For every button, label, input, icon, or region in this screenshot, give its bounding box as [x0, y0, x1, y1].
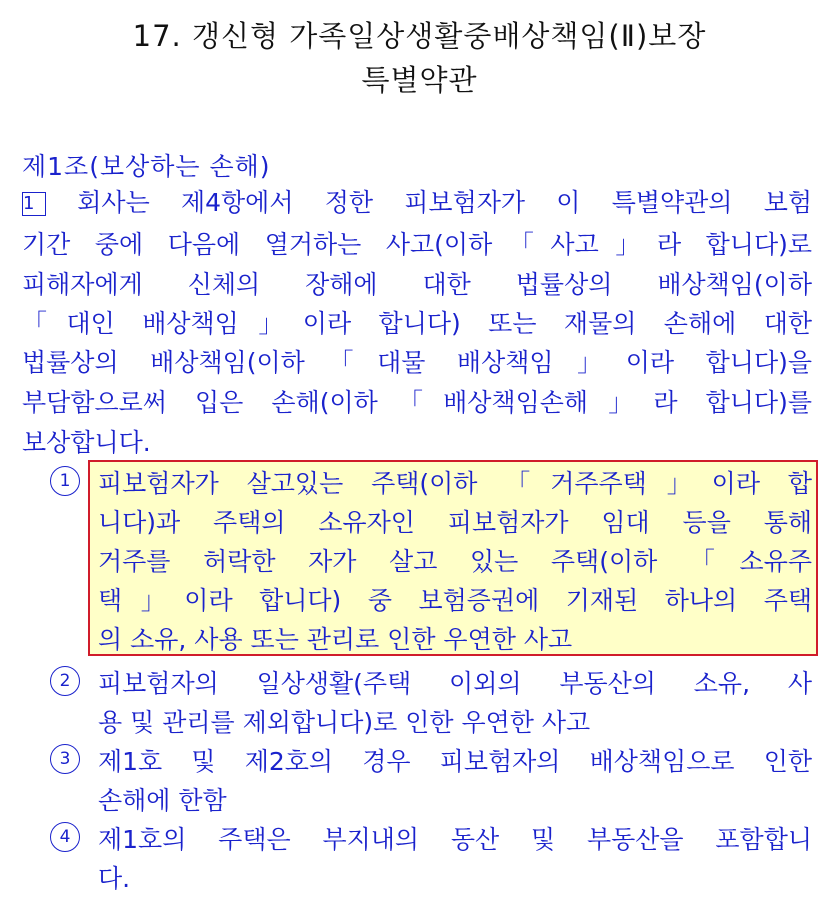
item-line: 피보험자가 살고있는 주택(이하 「거주주택」이라 합 — [98, 469, 812, 498]
title-line-2: 특별약관 — [361, 63, 478, 97]
item-line: 택」이라 합니다) 중 보험증권에 기재된 하나의 주택 — [98, 586, 812, 615]
item-number: 1 — [50, 466, 80, 496]
item-line: 의 소유, 사용 또는 관리로 인한 우연한 사고 — [98, 625, 573, 654]
paragraph-number-box: 1 — [22, 192, 46, 216]
paragraph-line: 보상합니다. — [22, 428, 151, 457]
item-line: 니다)과 주택의 소유자인 피보험자가 임대 등을 통해 — [98, 508, 812, 537]
item-number: 4 — [50, 822, 80, 852]
title-line-1: 17. 갱신형 가족일상생활중배상책임(Ⅱ)보장 — [132, 19, 707, 53]
item-line: 제1호의 주택은 부지내의 동산 및 부동산을 포함합니 — [98, 825, 812, 854]
item-line: 제1호 및 제2호의 경우 피보험자의 배상책임으로 인한 — [98, 747, 812, 776]
item-number: 3 — [50, 744, 80, 774]
paragraph-line: 1 회사는 제4항에서 정한 피보험자가 이 특별약관의 보험 — [23, 188, 813, 217]
item-number: 2 — [50, 666, 80, 696]
paragraph-line: 피해자에게 신체의 장해에 대한 법률상의 배상책임(이하 — [22, 270, 812, 299]
paragraph-line: 기간 중에 다음에 열거하는 사고(이하「사고」라 합니다)로 — [22, 230, 812, 259]
article-heading: 제1조(보상하는 손해) — [22, 152, 271, 181]
paragraph-line: 법률상의 배상책임(이하「대물 배상책임」이라 합니다)을 — [22, 348, 812, 377]
paragraph-line: 부담함으로써 입은 손해(이하「배상책임손해」라 합니다)를 — [22, 388, 812, 417]
item-line: 용 및 관리를 제외합니다)로 인한 우연한 사고 — [98, 708, 591, 737]
item-line: 피보험자의 일상생활(주택 이외의 부동산의 소유, 사 — [98, 669, 812, 698]
item-line: 손해에 한함 — [98, 786, 227, 815]
item-line: 다. — [98, 864, 131, 893]
paragraph-line: 「대인 배상책임」이라 합니다) 또는 재물의 손해에 대한 — [22, 309, 812, 338]
item-line: 거주를 허락한 자가 살고 있는 주택(이하 「소유주 — [98, 547, 812, 576]
